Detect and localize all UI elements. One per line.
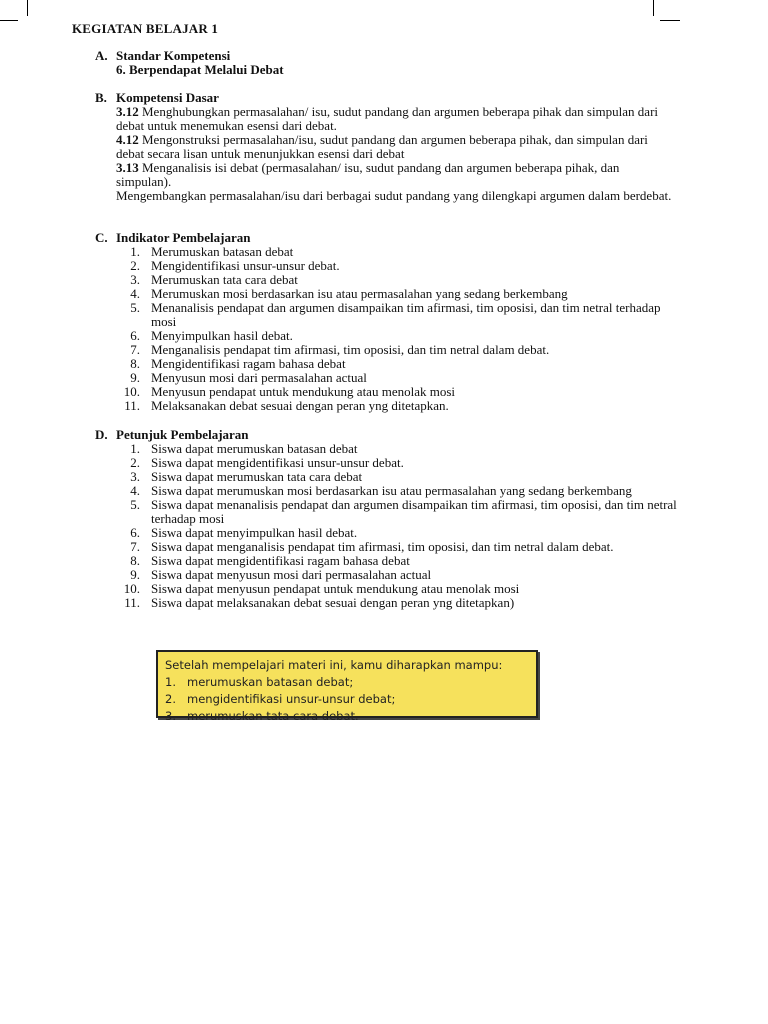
document-title: KEGIATAN BELAJAR 1 <box>72 21 219 36</box>
list-number: 10. <box>123 384 140 399</box>
list-number: 11. <box>124 595 140 610</box>
competency-list <box>116 105 676 203</box>
indicator-item <box>95 371 685 385</box>
instruction-item <box>95 498 685 526</box>
indicator-item <box>95 287 685 301</box>
competency-item <box>116 161 651 189</box>
list-text: Menyusun pendapat untuk mendukung atau menolak mosi <box>151 384 456 399</box>
list-text: Siswa dapat menganalisis pendapat tim afirmasi, tim oposisi, dan tim netral dalam debat. <box>151 539 614 554</box>
list-number: 4. <box>130 286 140 301</box>
goal-intro: Setelah mempelajari materi ini, kamu diharapkan mampu: <box>165 658 503 672</box>
section-indikator-pembelajaran <box>95 231 685 413</box>
crop-mark-left-horizontal <box>0 20 18 21</box>
instruction-list <box>95 442 685 610</box>
section-letter: B. <box>95 90 107 105</box>
list-number: 10. <box>123 581 140 596</box>
list-number: 7. <box>130 539 140 554</box>
list-number: 2. <box>130 258 140 273</box>
list-number: 5. <box>130 497 140 512</box>
competency-text: Menganalisis isi debat (permasalahan/ isu, sudut pandang dan argumen beberapa pihak, dan simpulan). <box>116 160 620 189</box>
list-number: 8. <box>130 553 140 568</box>
section-standar-kompetensi <box>95 49 685 77</box>
indicator-item <box>95 259 685 273</box>
goal-number: 2. <box>165 692 176 706</box>
instruction-item <box>95 582 685 596</box>
instruction-item <box>95 540 685 554</box>
list-text: Merumuskan batasan debat <box>151 244 294 259</box>
list-number: 3. <box>130 469 140 484</box>
list-text: Menyimpulkan hasil debat. <box>151 328 293 343</box>
indicator-item <box>95 385 685 399</box>
list-number: 7. <box>130 342 140 357</box>
goal-text: merumuskan batasan debat; <box>187 675 354 689</box>
goal-item <box>165 708 529 725</box>
indicator-item <box>95 343 685 357</box>
list-number: 6. <box>130 328 140 343</box>
competency-code: 3.12 <box>116 104 139 119</box>
goal-text: mengidentifikasi unsur-unsur debat; <box>187 692 396 706</box>
list-number: 9. <box>130 567 140 582</box>
instruction-item <box>95 484 685 498</box>
list-number: 11. <box>124 398 140 413</box>
competency-item <box>116 133 676 161</box>
indicator-item <box>95 273 685 287</box>
section-title: Indikator Pembelajaran <box>116 230 251 245</box>
list-text: Mengidentifikasi ragam bahasa debat <box>151 356 346 371</box>
competency-text: Mengonstruksi permasalahan/isu, sudut pandang dan argumen beberapa pihak, dan simpulan dari debat secara lisan untuk menunjukkan esensi dari debat <box>116 132 648 161</box>
section-letter: C. <box>95 230 108 245</box>
goal-number: 1. <box>165 675 176 689</box>
section-heading <box>95 231 685 245</box>
section-title: Petunjuk Pembelajaran <box>116 427 249 442</box>
section-heading <box>95 428 685 442</box>
competency-extra: Mengembangkan permasalahan/isu dari berbagai sudut pandang yang dilengkapi argumen dalam berdebat. <box>116 188 672 203</box>
section-title: Standar Kompetensi <box>116 48 231 63</box>
section-heading <box>95 91 685 105</box>
goal-text: merumuskan tata cara debat. <box>187 709 359 723</box>
list-text: Merumuskan tata cara debat <box>151 272 298 287</box>
learning-goal-box <box>156 650 538 723</box>
list-text: Menganalisis pendapat tim afirmasi, tim oposisi, dan tim netral dalam debat. <box>151 342 550 357</box>
list-number: 9. <box>130 370 140 385</box>
list-number: 8. <box>130 356 140 371</box>
section-kompetensi-dasar <box>95 91 685 203</box>
list-number: 4. <box>130 483 140 498</box>
indicator-item <box>95 357 685 371</box>
instruction-item <box>95 470 685 484</box>
list-text: Siswa dapat merumuskan tata cara debat <box>151 469 363 484</box>
list-text: Siswa dapat mengidentifikasi ragam bahasa debat <box>151 553 410 568</box>
indicator-item <box>95 329 685 343</box>
crop-mark-right-horizontal <box>660 20 680 21</box>
crop-mark-left-vertical <box>27 0 28 16</box>
goal-item <box>165 674 529 691</box>
list-text: Menanalisis pendapat dan argumen disampaikan tim afirmasi, tim oposisi, dan tim netral terhadap mosi <box>151 300 661 329</box>
crop-mark-right-vertical <box>653 0 654 16</box>
list-text: Melaksanakan debat sesuai dengan peran yng ditetapkan. <box>151 398 449 413</box>
competency-code: 4.12 <box>116 132 139 147</box>
list-text: Siswa dapat menyusun pendapat untuk mendukung atau menolak mosi <box>151 581 520 596</box>
section-title: Kompetensi Dasar <box>116 90 219 105</box>
competency-code: 3.13 <box>116 160 139 175</box>
competency-text: Menghubungkan permasalahan/ isu, sudut pandang dan argumen beberapa pihak dan simpulan dari debat untuk menemukan esensi dari debat. <box>116 104 659 133</box>
instruction-item <box>95 456 685 470</box>
list-text: Siswa dapat menyimpulkan hasil debat. <box>151 525 358 540</box>
instruction-item <box>95 568 685 582</box>
indicator-item <box>95 301 685 329</box>
list-text: Mengidentifikasi unsur-unsur debat. <box>151 258 340 273</box>
indicator-item <box>95 245 685 259</box>
instruction-item <box>95 442 685 456</box>
section-petunjuk-pembelajaran <box>95 428 685 610</box>
list-number: 1. <box>130 244 140 259</box>
instruction-item <box>95 554 685 568</box>
list-text: Siswa dapat merumuskan mosi berdasarkan isu atau permasalahan yang sedang berkembang <box>151 483 632 498</box>
list-text: Siswa dapat mengidentifikasi unsur-unsur debat. <box>151 455 404 470</box>
section-letter: A. <box>95 48 108 63</box>
section-heading <box>95 49 685 63</box>
list-text: Siswa dapat melaksanakan debat sesuai dengan peran yng ditetapkan) <box>151 595 515 610</box>
list-text: Siswa dapat menanalisis pendapat dan argumen disampaikan tim afirmasi, tim oposisi, dan tim netral terhadap mosi <box>151 497 677 526</box>
list-text: Merumuskan mosi berdasarkan isu atau permasalahan yang sedang berkembang <box>151 286 568 301</box>
section-subheading: 6. Berpendapat Melalui Debat <box>116 62 284 77</box>
section-letter: D. <box>95 427 108 442</box>
goal-number: 3. <box>165 709 176 723</box>
goal-item <box>165 691 529 708</box>
indicator-item <box>95 399 685 413</box>
instruction-item <box>95 596 685 610</box>
list-number: 5. <box>130 300 140 315</box>
list-number: 1. <box>130 441 140 456</box>
list-number: 3. <box>130 272 140 287</box>
list-text: Siswa dapat menyusun mosi dari permasalahan actual <box>151 567 432 582</box>
indicator-list <box>95 245 685 413</box>
list-text: Menyusun mosi dari permasalahan actual <box>151 370 367 385</box>
competency-item <box>116 105 676 133</box>
list-number: 2. <box>130 455 140 470</box>
list-text: Siswa dapat merumuskan batasan debat <box>151 441 358 456</box>
instruction-item <box>95 526 685 540</box>
list-number: 6. <box>130 525 140 540</box>
